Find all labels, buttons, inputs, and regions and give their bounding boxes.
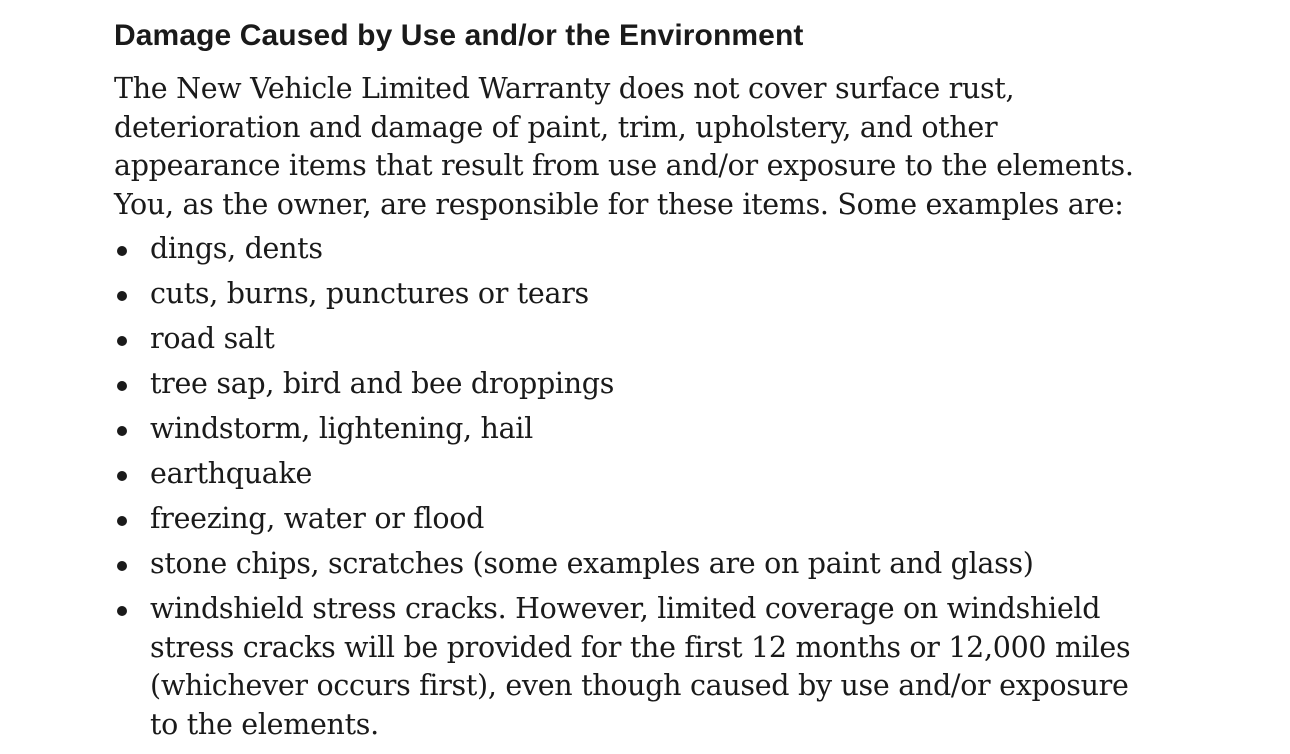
list-item-text [150,500,1154,539]
list-item-line: tree sap, bird and bee droppings [150,367,615,400]
list-item-text [150,455,1154,494]
list-item-line: dings, dents [150,232,323,265]
list-item [114,455,1154,494]
list-item-text [150,320,1154,359]
bullet-icon [114,320,150,359]
bullet-icon [114,410,150,449]
list-item-line: road salt [150,322,275,355]
list-item-line: windshield stress cracks. However, limited coverage on windshield [150,592,1101,625]
list-item-line: (whichever occurs first), even though caused by use and/or exposure [150,669,1129,702]
list-item-line: windstorm, lightening, hail [150,412,533,445]
list-item-line: stone chips, scratches (some examples are on paint and glass) [150,547,1034,580]
bullet-icon [114,230,150,269]
intro-paragraph [114,70,1154,224]
list-item [114,365,1154,404]
bullet-icon [114,365,150,404]
list-item-text [150,590,1154,744]
list-item [114,590,1154,744]
list-item-text [150,545,1154,584]
intro-line: appearance items that result from use and/or exposure to the elements. [114,149,1134,182]
bullet-icon [114,500,150,539]
bullet-icon [114,590,150,629]
list-item-text [150,365,1154,404]
intro-line: You, as the owner, are responsible for these items. Some examples are: [114,187,1124,221]
list-item-line: freezing, water or flood [150,502,485,535]
list-item-text [150,275,1154,314]
intro-line: The New Vehicle Limited Warranty does not cover surface rust, [114,72,1015,105]
list-item [114,230,1154,269]
bullet-icon [114,275,150,314]
section-heading: Damage Caused by Use and/or the Environment [114,19,804,52]
list-item-line: cuts, burns, punctures or tears [150,277,589,310]
bullet-icon [114,455,150,494]
list-item [114,545,1154,584]
list-item [114,320,1154,359]
list-item [114,275,1154,314]
bullet-icon [114,545,150,584]
examples-list [114,230,1154,744]
list-item [114,500,1154,539]
document-page [114,16,1154,751]
list-item-line: earthquake [150,457,313,490]
list-item-line: to the elements. [150,707,379,741]
list-item-text [150,230,1154,269]
list-item-text [150,410,1154,449]
list-item-line: stress cracks will be provided for the first 12 months or 12,000 miles [150,630,1131,664]
intro-line: deterioration and damage of paint, trim, upholstery, and other [114,110,998,144]
list-item [114,410,1154,449]
